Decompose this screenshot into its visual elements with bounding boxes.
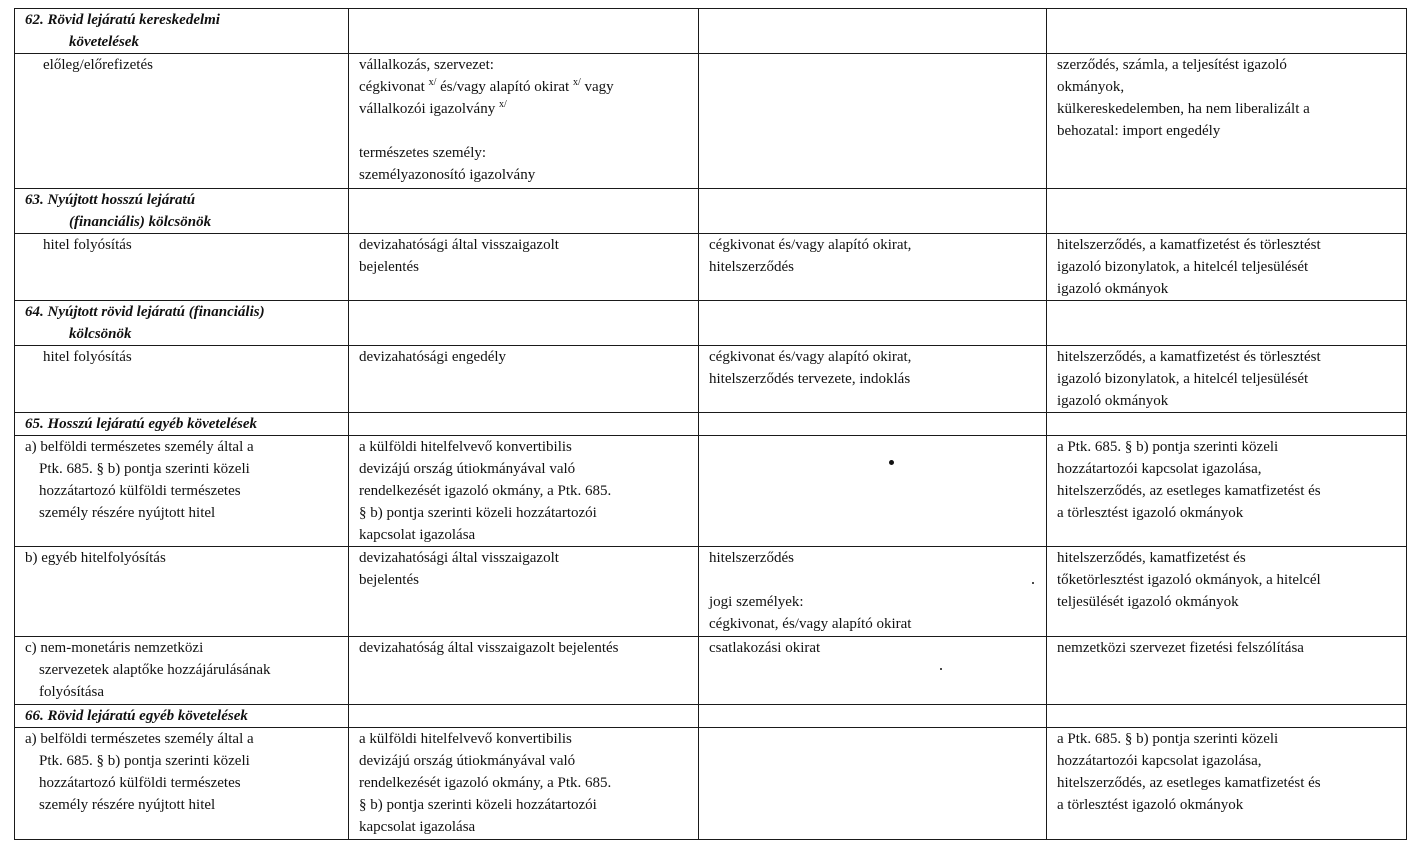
- empty-cell: [699, 413, 1047, 436]
- text-line: hitelszerződés: [709, 550, 794, 566]
- empty-cell: [349, 413, 699, 436]
- text-line: rendelkezését igazoló okmány, a Ptk. 685.: [359, 483, 612, 499]
- requirements-table: [14, 8, 1407, 840]
- table-row: [15, 234, 1407, 301]
- column-2-cell: [349, 637, 699, 705]
- table-row: [15, 54, 1407, 189]
- text-line: szerződés, számla, a teljesítést igazoló: [1057, 57, 1287, 73]
- spacer: [709, 569, 1040, 591]
- table-row: [15, 547, 1407, 637]
- empty-cell: [1047, 301, 1407, 346]
- text-line: a külföldi hitelfelvevő konvertibilis: [359, 439, 572, 455]
- column-2-cell: [349, 547, 699, 637]
- text-line: kapcsolat igazolása: [359, 527, 476, 543]
- text-line: behozatal: import engedély: [1057, 123, 1221, 139]
- table-row: [15, 637, 1407, 705]
- text-line: okmányok,: [1057, 79, 1125, 95]
- text-line: hitelszerződés, az esetleges kamatfizetést és: [1057, 483, 1321, 499]
- text-line: rendelkezését igazoló okmány, a Ptk. 685.: [359, 775, 612, 791]
- text-line: bejelentés: [359, 259, 419, 275]
- text-line: a) belföldi természetes személy által a: [25, 439, 254, 455]
- column-4-cell: [1047, 436, 1407, 547]
- empty-cell: [1047, 413, 1407, 436]
- table-row: [15, 346, 1407, 413]
- text-line: hozzátartozói kapcsolat igazolása,: [1057, 753, 1262, 769]
- footnote-mark: x/: [498, 99, 507, 110]
- text-line: tőketörlesztést igazoló okmányok, a hitelcél: [1057, 572, 1321, 588]
- text-line: b) egyéb hitelfolyósítás: [25, 550, 166, 566]
- text-line: igazoló bizonylatok, a hitelcél teljesülését: [1057, 259, 1309, 275]
- section-title-line: kölcsönök: [69, 326, 132, 342]
- section-title: [15, 301, 349, 346]
- section-header-row: [15, 413, 1407, 436]
- spacer: [359, 120, 692, 142]
- empty-cell: [349, 301, 699, 346]
- column-4-cell: [1047, 54, 1407, 189]
- text-line: [359, 98, 692, 120]
- text-line: Ptk. 685. § b) pontja szerinti közeli: [39, 461, 250, 477]
- empty-cell: [349, 9, 699, 54]
- empty-cell: [699, 301, 1047, 346]
- text-line: a törlesztést igazoló okmányok: [1057, 797, 1244, 813]
- column-3-cell: [699, 547, 1047, 637]
- column-2-cell: [349, 346, 699, 413]
- text-line: cégkivonat és/vagy alapító okirat,: [709, 349, 912, 365]
- text-line: nemzetközi szervezet fizetési felszólítása: [1057, 640, 1304, 656]
- empty-cell: [1047, 9, 1407, 54]
- text-line: hitelszerződés tervezete, indoklás: [709, 371, 911, 387]
- item-text: előleg/előrefizetés: [43, 57, 153, 73]
- section-header-row: [15, 301, 1407, 346]
- section-title-line: 62. Rövid lejáratú kereskedelmi: [25, 12, 220, 28]
- text-line: külkereskedelemben, ha nem liberalizált a: [1057, 101, 1310, 117]
- text-line: teljesülését igazoló okmányok: [1057, 594, 1239, 610]
- text-line: a külföldi hitelfelvevő konvertibilis: [359, 731, 572, 747]
- empty-cell: [699, 189, 1047, 234]
- column-4-cell: [1047, 234, 1407, 301]
- column-3-cell: [699, 728, 1047, 840]
- table-row: [15, 436, 1407, 547]
- item-cell: [15, 637, 349, 705]
- item-text: hitel folyósítás: [43, 349, 132, 365]
- text-line: devizahatóság által visszaigazolt bejelentés: [359, 640, 619, 656]
- footnote-mark: x/: [428, 77, 437, 88]
- text-line: [359, 76, 692, 98]
- section-header-row: [15, 189, 1407, 234]
- table-row: [15, 728, 1407, 840]
- text-line: hitelszerződés, az esetleges kamatfizetést és: [1057, 775, 1321, 791]
- text-line: folyósítása: [39, 684, 104, 700]
- item-cell: [15, 234, 349, 301]
- text-line: § b) pontja szerinti közeli hozzátartozói: [359, 797, 597, 813]
- text-line: c) nem-monetáris nemzetközi: [25, 640, 204, 656]
- empty-cell: [699, 9, 1047, 54]
- text-line: hozzátartozói kapcsolat igazolása,: [1057, 461, 1262, 477]
- empty-cell: [349, 705, 699, 728]
- column-3-cell: [699, 346, 1047, 413]
- section-title-line: 63. Nyújtott hosszú lejáratú: [25, 192, 196, 208]
- text-line: személy részére nyújtott hitel: [39, 797, 216, 813]
- section-title-line: 66. Rövid lejáratú egyéb követelések: [25, 708, 248, 724]
- section-title: [15, 705, 349, 728]
- text-line: jogi személyek:: [709, 594, 804, 610]
- section-title: [15, 189, 349, 234]
- text-line: igazoló bizonylatok, a hitelcél teljesülését: [1057, 371, 1309, 387]
- section-title-line: követelések: [69, 34, 139, 50]
- empty-cell: [1047, 189, 1407, 234]
- column-3-cell: [699, 54, 1047, 189]
- text-line: hitelszerződés, a kamatfizetést és törlesztést: [1057, 237, 1321, 253]
- text-line: hozzátartozó külföldi természetes: [39, 483, 241, 499]
- item-cell: [15, 728, 349, 840]
- text-line: Ptk. 685. § b) pontja szerinti közeli: [39, 753, 250, 769]
- text-line: hozzátartozó külföldi természetes: [39, 775, 241, 791]
- text-line: bejelentés: [359, 572, 419, 588]
- column-4-cell: [1047, 728, 1407, 840]
- section-title-line: 65. Hosszú lejáratú egyéb követelések: [25, 416, 258, 432]
- text-line: devizahatósági engedély: [359, 349, 507, 365]
- text-line: hitelszerződés, kamatfizetést és: [1057, 550, 1246, 566]
- text-line: a Ptk. 685. § b) pontja szerinti közeli: [1057, 439, 1279, 455]
- scan-speck: [1032, 582, 1034, 584]
- section-header-row: [15, 9, 1407, 54]
- column-4-cell: [1047, 346, 1407, 413]
- column-2-cell: [349, 436, 699, 547]
- text-line: devizahatósági által visszaigazolt: [359, 237, 559, 253]
- text-line: kapcsolat igazolása: [359, 819, 476, 835]
- item-cell: [15, 54, 349, 189]
- column-3-cell: [699, 436, 1047, 547]
- scan-speck: [940, 668, 942, 670]
- text-line: csatlakozási okirat: [709, 640, 821, 656]
- empty-cell: [349, 189, 699, 234]
- text-line: devizahatósági által visszaigazolt: [359, 550, 559, 566]
- column-4-cell: [1047, 547, 1407, 637]
- item-cell: [15, 346, 349, 413]
- empty-cell: [1047, 705, 1407, 728]
- text-line: igazoló okmányok: [1057, 281, 1169, 297]
- text-fragment: és/vagy alapító okirat: [436, 79, 573, 95]
- text-line: a) belföldi természetes személy által a: [25, 731, 254, 747]
- section-title: [15, 413, 349, 436]
- text-line: szervezetek alaptőke hozzájárulásának: [39, 662, 271, 678]
- text-fragment: cégkivonat: [359, 79, 425, 95]
- text-line: devizájú ország útiokmányával való: [359, 461, 576, 477]
- column-3-cell: [699, 637, 1047, 705]
- footnote-mark: x/: [572, 77, 581, 88]
- item-text: hitel folyósítás: [43, 237, 132, 253]
- text-line: cégkivonat és/vagy alapító okirat,: [709, 237, 912, 253]
- empty-cell: [699, 705, 1047, 728]
- column-2-cell: [349, 728, 699, 840]
- section-title-line: (financiális) kölcsönök: [69, 214, 212, 230]
- text-line: személyazonosító igazolvány: [359, 167, 536, 183]
- column-2-cell: [349, 234, 699, 301]
- text-fragment: vállalkozói igazolvány: [359, 101, 499, 117]
- text-line: hitelszerződés: [709, 259, 794, 275]
- scan-speck: [889, 460, 894, 465]
- text-line: a Ptk. 685. § b) pontja szerinti közeli: [1057, 731, 1279, 747]
- text-line: vállalkozás, szervezet:: [359, 57, 494, 73]
- section-title: [15, 9, 349, 54]
- column-4-cell: [1047, 637, 1407, 705]
- text-line: § b) pontja szerinti közeli hozzátartozói: [359, 505, 597, 521]
- section-header-row: [15, 705, 1407, 728]
- text-line: a törlesztést igazoló okmányok: [1057, 505, 1244, 521]
- text-line: természetes személy:: [359, 145, 487, 161]
- text-fragment: vagy: [580, 79, 614, 95]
- text-line: személy részére nyújtott hitel: [39, 505, 216, 521]
- item-cell: [15, 436, 349, 547]
- text-line: devizájú ország útiokmányával való: [359, 753, 576, 769]
- section-title-line: 64. Nyújtott rövid lejáratú (financiális): [25, 304, 265, 320]
- text-line: cégkivonat, és/vagy alapító okirat: [709, 616, 912, 632]
- text-line: igazoló okmányok: [1057, 393, 1169, 409]
- item-cell: [15, 547, 349, 637]
- column-3-cell: [699, 234, 1047, 301]
- text-line: hitelszerződés, a kamatfizetést és törlesztést: [1057, 349, 1321, 365]
- column-2-cell: [349, 54, 699, 189]
